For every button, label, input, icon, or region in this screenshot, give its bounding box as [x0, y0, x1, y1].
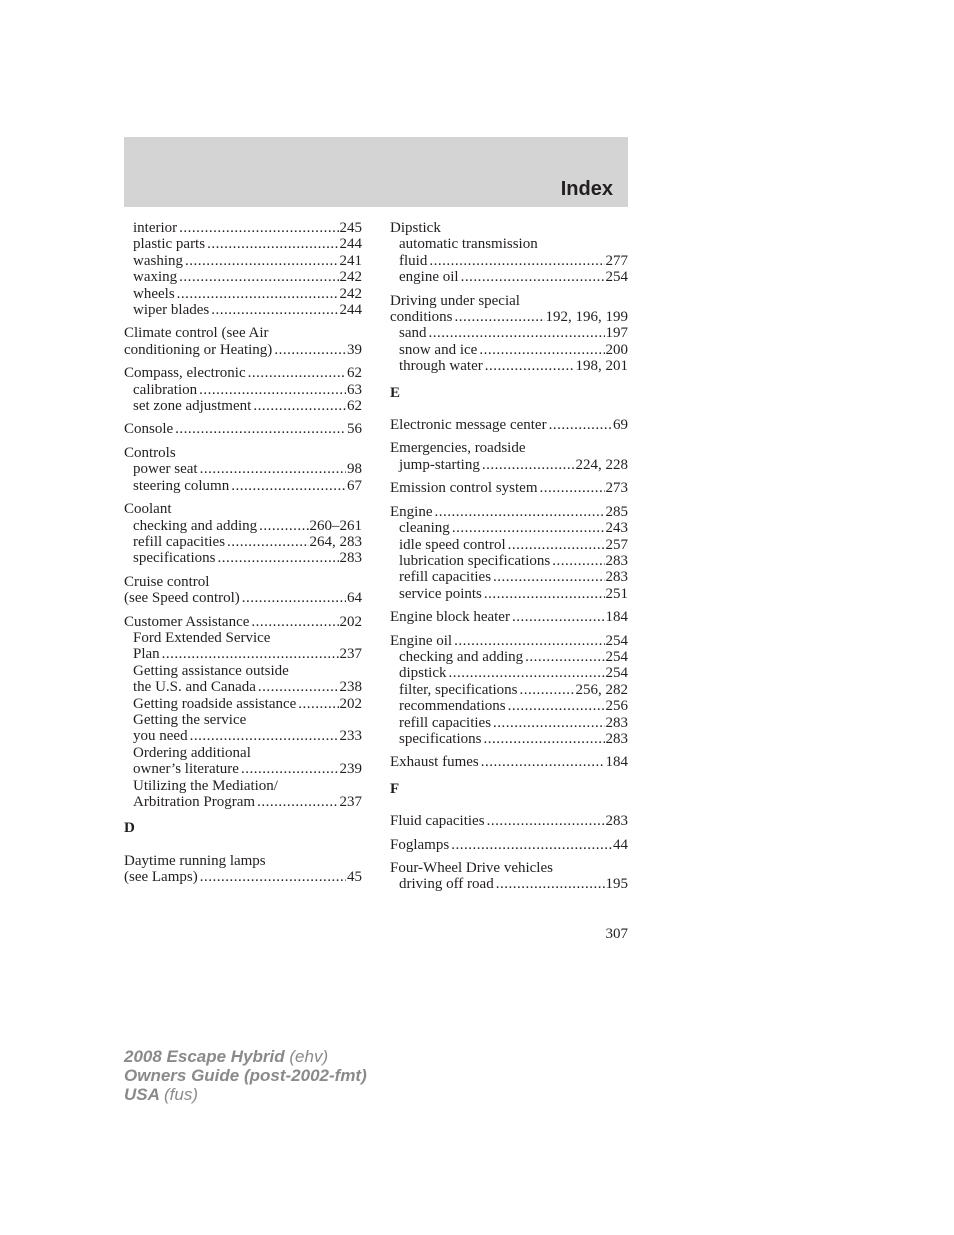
index-entry-line [390, 504, 628, 520]
index-term: Utilizing the Mediation/ [133, 777, 278, 794]
header-band [124, 137, 628, 207]
index-term: jump-starting [399, 456, 480, 473]
index-subentry-line [124, 534, 362, 550]
index-entry [124, 853, 362, 886]
dot-leader [242, 590, 346, 606]
index-entry [390, 633, 628, 748]
index-term: Ford Extended Service [133, 629, 271, 646]
dot-leader [481, 754, 605, 770]
index-term: engine oil [399, 269, 459, 286]
index-subentry-line [390, 358, 628, 374]
index-term: Console [124, 421, 174, 438]
index-term: Exhaust fumes [390, 754, 479, 771]
index-subentry-line [124, 269, 362, 285]
index-term: Getting roadside assistance [133, 695, 297, 712]
index-subentry-line [390, 876, 628, 892]
index-subentry-line [124, 696, 362, 712]
dot-leader [179, 269, 338, 285]
index-term: conditioning or Heating) [124, 341, 273, 358]
index-term: Four-Wheel Drive vehicles [390, 860, 553, 876]
dot-leader [251, 614, 338, 630]
index-entry-line [390, 860, 628, 876]
index-subentry-line [124, 794, 362, 810]
index-entry-line [124, 342, 362, 358]
index-term: dipstick [399, 665, 447, 682]
index-entry-line [124, 445, 362, 461]
dot-leader [175, 421, 346, 437]
index-page-ref: 197 [605, 325, 628, 342]
index-subentry-line [390, 731, 628, 747]
index-page-ref: 256, 282 [575, 681, 628, 698]
index-entry-line [124, 325, 362, 341]
index-term: automatic transmission [399, 236, 538, 253]
index-entry [390, 860, 628, 893]
dot-leader [520, 682, 575, 698]
index-term: plastic parts [133, 236, 206, 253]
index-page-ref: 277 [605, 252, 628, 269]
dot-leader [231, 478, 346, 494]
index-page-ref: 62 [347, 365, 362, 382]
dot-leader [482, 457, 575, 473]
index-entry [390, 813, 628, 829]
index-page-ref: 254 [605, 269, 628, 286]
dot-leader [479, 342, 604, 358]
index-subentry-line [390, 682, 628, 698]
dot-leader [525, 649, 604, 665]
index-term: Coolant [124, 501, 172, 518]
index-subentry-line [124, 630, 362, 646]
index-page-ref: 283 [605, 730, 628, 747]
index-entry-line [390, 480, 628, 496]
index-page-ref: 98 [347, 461, 362, 478]
index-term: Plan [133, 646, 160, 663]
index-page-ref: 67 [347, 477, 362, 494]
dot-leader [508, 698, 605, 714]
index-subentry-line [390, 325, 628, 341]
footer-line-1 [124, 1047, 367, 1066]
index-subentry-line [390, 586, 628, 602]
index-term: refill capacities [399, 569, 492, 586]
index-term: driving off road [399, 876, 494, 893]
index-term: power seat [133, 461, 198, 478]
index-subentry-line [124, 679, 362, 695]
index-page-ref: 238 [339, 679, 362, 696]
index-term: Foglamps [390, 836, 450, 853]
index-term: Electronic message center [390, 417, 547, 434]
index-page-ref: 62 [347, 398, 362, 415]
index-term: Arbitration Program [133, 794, 256, 810]
dot-leader [552, 553, 604, 569]
index-entry-line [124, 614, 362, 630]
index-term: wiper blades [133, 302, 210, 319]
index-letter-heading: D [124, 820, 135, 837]
index-page-ref: 242 [339, 269, 362, 286]
index-subentry-line [390, 698, 628, 714]
dot-leader [449, 665, 605, 681]
index-term: Controls [124, 444, 176, 461]
index-entry [124, 445, 362, 494]
index-term: (see Speed control) [124, 590, 240, 607]
index-entry-line [124, 869, 362, 885]
index-term: Climate control (see Air [124, 325, 269, 342]
index-term: service points [399, 585, 482, 602]
index-entry-line [124, 501, 362, 517]
index-term: Driving under special [390, 292, 520, 309]
footer-market: USA [124, 1085, 160, 1104]
index-page-ref: 237 [339, 794, 362, 810]
index-page-ref: 264, 283 [309, 533, 362, 550]
dot-leader [452, 520, 605, 536]
dot-leader [512, 609, 605, 625]
index-page-ref: 192, 196, 199 [545, 309, 628, 326]
index-subentry-line [124, 550, 362, 566]
index-page-ref: 64 [347, 590, 362, 607]
index-subentry-line [390, 342, 628, 358]
index-term: specifications [133, 550, 216, 567]
index-entry-line [390, 440, 628, 456]
index-term: owner’s literature [133, 761, 239, 778]
index-term: through water [399, 358, 483, 375]
index-term: fluid [399, 252, 428, 269]
index-term: (see Lamps) [124, 869, 198, 886]
index-page-ref: 245 [339, 220, 362, 236]
index-page-ref: 273 [605, 480, 628, 497]
index-subentry-line [390, 553, 628, 569]
index-subentry-line [390, 569, 628, 585]
dot-leader [241, 761, 339, 777]
index-term: set zone adjustment [133, 398, 252, 415]
dot-leader [217, 550, 338, 566]
index-entry [124, 614, 362, 811]
index-term: checking and adding [133, 517, 258, 534]
dot-leader [200, 869, 346, 885]
footer-model-code: (ehv) [289, 1047, 329, 1066]
index-subentry-line [124, 382, 362, 398]
index-page-ref: 56 [347, 421, 362, 438]
index-page-ref: 195 [605, 876, 628, 893]
index-subentry-line [124, 286, 362, 302]
dot-leader [493, 569, 604, 585]
index-page-ref: 283 [339, 550, 362, 567]
index-page-ref: 283 [605, 813, 628, 830]
index-term: conditions [390, 309, 453, 326]
index-page-ref: 243 [605, 520, 628, 537]
index-page-ref: 237 [339, 646, 362, 663]
dot-leader [451, 837, 612, 853]
index-page-ref: 254 [605, 648, 628, 665]
index-term: Ordering additional [133, 744, 251, 761]
dot-leader [258, 679, 339, 695]
index-page-ref: 257 [605, 536, 628, 553]
index-entry [390, 220, 628, 286]
index-page-ref: 184 [605, 609, 628, 626]
index-entry-line [390, 837, 628, 853]
index-term: recommendations [399, 698, 506, 715]
index-page-ref: 44 [613, 836, 628, 853]
index-subentry-line [390, 715, 628, 731]
index-page-ref: 202 [339, 613, 362, 630]
index-term: steering column [133, 477, 230, 494]
dot-leader [540, 480, 605, 496]
index-entry-line [124, 421, 362, 437]
index-entry-line [124, 574, 362, 590]
index-subentry-line [124, 663, 362, 679]
index-page-ref: 69 [613, 417, 628, 434]
index-subentry-line [124, 761, 362, 777]
index-entry [390, 417, 628, 433]
dot-leader [185, 253, 339, 269]
index-page-ref: 200 [605, 341, 628, 358]
index-term: refill capacities [399, 714, 492, 731]
index-subentry-line [390, 269, 628, 285]
index-entry-line [124, 853, 362, 869]
index-subentry-line [124, 518, 362, 534]
index-entry-line [390, 309, 628, 325]
index-entry [124, 501, 362, 567]
dot-leader [274, 342, 346, 358]
index-subentry-line [390, 520, 628, 536]
index-subentry-line [124, 398, 362, 414]
index-term: idle speed control [399, 536, 506, 553]
index-term: you need [133, 728, 188, 745]
index-entry [390, 480, 628, 496]
index-term: calibration [133, 381, 198, 398]
index-term: checking and adding [399, 648, 524, 665]
index-subentry-line [390, 537, 628, 553]
dot-leader [253, 398, 346, 414]
index-page-ref: 260–261 [309, 517, 362, 534]
index-term: Engine block heater [390, 609, 510, 626]
index-entry-line [124, 590, 362, 606]
dot-leader [484, 586, 605, 602]
index-term: Getting assistance outside [133, 662, 289, 679]
dot-leader [429, 325, 605, 341]
index-subentry-line [124, 253, 362, 269]
index-subentry-line [124, 302, 362, 318]
dot-leader [461, 269, 605, 285]
index-page-ref: 256 [605, 698, 628, 715]
dot-leader [454, 633, 604, 649]
index-term: interior [133, 220, 178, 236]
dot-leader [549, 417, 612, 433]
index-subentry-line [390, 457, 628, 473]
index-term: Cruise control [124, 573, 210, 590]
dot-leader [190, 728, 339, 744]
dot-leader [257, 794, 338, 810]
dot-leader [496, 876, 605, 892]
index-term: Emission control system [390, 480, 538, 497]
index-column-left [124, 220, 362, 893]
index-entry-line [390, 609, 628, 625]
index-entry [124, 574, 362, 607]
index-term: Fluid capacities [390, 813, 485, 830]
dot-leader [200, 461, 346, 477]
index-entry [390, 837, 628, 853]
index-entry [390, 440, 628, 473]
index-entry [124, 365, 362, 414]
index-letter-heading: E [390, 384, 401, 401]
index-entry-line [390, 417, 628, 433]
index-term: snow and ice [399, 341, 478, 358]
index-page-ref: 244 [339, 302, 362, 319]
index-entry-line [390, 293, 628, 309]
index-page-ref: 39 [347, 341, 362, 358]
dot-leader [483, 731, 604, 747]
index-term: lubrication specifications [399, 552, 551, 569]
index-term: sand [399, 325, 427, 342]
index-page-ref: 285 [605, 503, 628, 520]
index-entry [390, 754, 628, 770]
dot-leader [162, 646, 339, 662]
index-letter-heading: F [390, 780, 400, 797]
index-page-ref: 233 [339, 728, 362, 745]
index-subentry-line [124, 478, 362, 494]
index-entry [390, 504, 628, 602]
dot-leader [199, 382, 346, 398]
index-page-ref: 251 [605, 585, 628, 602]
index-term: Engine [390, 503, 433, 520]
index-term: Getting the service [133, 711, 247, 728]
dot-leader [485, 358, 575, 374]
index-entry [124, 325, 362, 358]
index-column-right [390, 220, 628, 900]
index-subentry-line [124, 745, 362, 761]
index-entry [390, 293, 628, 375]
index-term: washing [133, 252, 183, 269]
index-page-ref: 45 [347, 869, 362, 886]
dot-leader [207, 236, 338, 252]
index-page-ref: 198, 201 [575, 358, 628, 375]
index-entry [124, 421, 362, 437]
footer [124, 1047, 367, 1104]
index-entry-line [390, 220, 628, 236]
index-subentry-line [124, 778, 362, 794]
footer-line-2 [124, 1066, 367, 1085]
index-page-ref: 254 [605, 665, 628, 682]
page-title: Index [560, 178, 613, 200]
index-entry [390, 609, 628, 625]
index-term: Emergencies, roadside [390, 440, 526, 457]
index-entry-line [124, 365, 362, 381]
index-page-ref: 283 [605, 552, 628, 569]
index-subentry-line [390, 236, 628, 252]
index-term: the U.S. and Canada [133, 679, 256, 696]
dot-leader [211, 302, 338, 318]
dot-leader [177, 286, 339, 302]
index-page-ref: 244 [339, 236, 362, 253]
index-page-ref: 239 [339, 761, 362, 778]
dot-leader [429, 253, 604, 269]
index-subentry-line [390, 665, 628, 681]
index-subentry-line [124, 646, 362, 662]
index-term: Customer Assistance [124, 613, 250, 630]
dot-leader [179, 220, 338, 236]
dot-leader [248, 365, 346, 381]
index-page-ref: 283 [605, 569, 628, 586]
footer-guide: Owners Guide (post-2002-fmt) [124, 1066, 367, 1085]
dot-leader [435, 504, 605, 520]
index-entry-line [390, 813, 628, 829]
index-term: Daytime running lamps [124, 852, 266, 869]
dot-leader [493, 715, 604, 731]
index-subentry-line [390, 649, 628, 665]
footer-line-3 [124, 1085, 367, 1104]
index-subentry-line [124, 461, 362, 477]
index-page-ref: 241 [339, 252, 362, 269]
dot-leader [487, 813, 605, 829]
index-entry [124, 220, 362, 318]
index-entry-line [390, 754, 628, 770]
dot-leader [298, 696, 338, 712]
index-term: Dipstick [390, 220, 441, 236]
index-page-ref: 242 [339, 285, 362, 302]
index-term: refill capacities [133, 533, 226, 550]
index-subentry-line [390, 253, 628, 269]
footer-market-code: (fus) [164, 1085, 198, 1104]
index-page-ref: 254 [605, 632, 628, 649]
index-page-ref: 63 [347, 381, 362, 398]
dot-leader [455, 309, 545, 325]
dot-leader [508, 537, 605, 553]
index-page-ref: 184 [605, 754, 628, 771]
index-term: filter, specifications [399, 681, 518, 698]
index-subentry-line [124, 712, 362, 728]
page-number: 307 [605, 926, 628, 942]
index-page-ref: 283 [605, 714, 628, 731]
dot-leader [259, 518, 308, 534]
index-term: wheels [133, 285, 175, 302]
index-subentry-line [124, 220, 362, 236]
index-subentry-line [124, 236, 362, 252]
index-page-ref: 224, 228 [575, 456, 628, 473]
index-entry-line [390, 633, 628, 649]
dot-leader [227, 534, 308, 550]
index-term: Engine oil [390, 632, 453, 649]
index-term: cleaning [399, 520, 450, 537]
index-term: specifications [399, 730, 482, 747]
index-page-ref: 202 [339, 695, 362, 712]
index-subentry-line [124, 728, 362, 744]
footer-model: 2008 Escape Hybrid [124, 1047, 285, 1066]
index-term: Compass, electronic [124, 365, 246, 382]
index-term: waxing [133, 269, 178, 286]
